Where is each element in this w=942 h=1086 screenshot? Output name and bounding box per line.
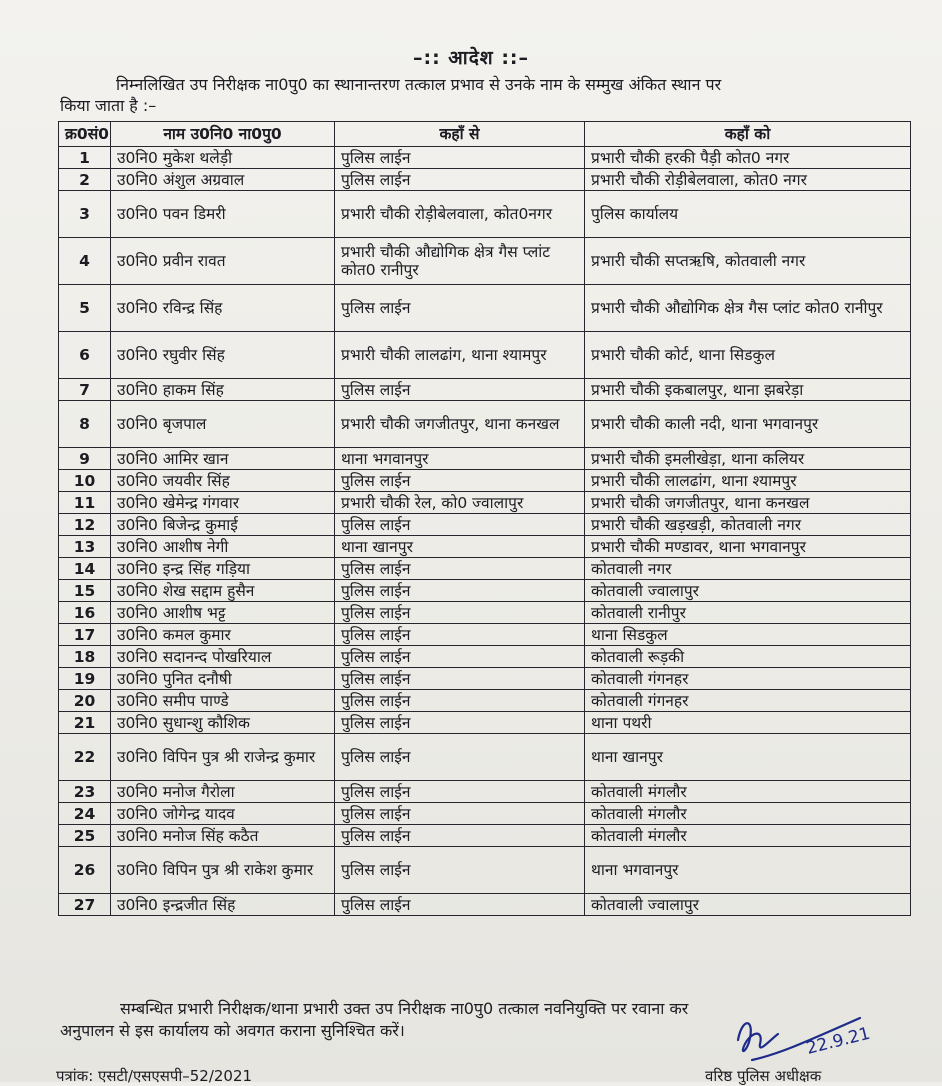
intro-line-1: निम्नलिखित उप निरीक्षक ना0पु0 का स्थानान्तरण तत्काल प्रभाव से उनके नाम के सम्मुख अंकित स्थान पर xyxy=(116,75,722,94)
cell-serial-number: 23 xyxy=(59,781,111,803)
cell-serial-number: 20 xyxy=(59,690,111,712)
cell-to: कोतवाली ज्वालापुर xyxy=(585,580,911,602)
cell-serial-number: 27 xyxy=(59,894,111,916)
cell-to: कोतवाली गंगनहर xyxy=(585,690,911,712)
cell-serial-number: 10 xyxy=(59,470,111,492)
cell-name: उ0नि0 जयवीर सिंह xyxy=(111,470,335,492)
cell-name: उ0नि0 प्रवीन रावत xyxy=(111,238,335,285)
cell-serial-number: 15 xyxy=(59,580,111,602)
cell-from: पुलिस लाईन xyxy=(335,894,585,916)
cell-to: प्रभारी चौकी काली नदी, थाना भगवानपुर xyxy=(585,401,911,448)
reference-number: पत्रांक: एसटी/एसएसपी–52/2021 xyxy=(56,1067,253,1085)
cell-name: उ0नि0 विपिन पुत्र श्री राजेन्द्र कुमार xyxy=(111,734,335,781)
cell-name: उ0नि0 रघुवीर सिंह xyxy=(111,332,335,379)
cell-from: थाना खानपुर xyxy=(335,536,585,558)
cell-to: कोतवाली रानीपुर xyxy=(585,602,911,624)
cell-name: उ0नि0 इन्द्रजीत सिंह xyxy=(111,894,335,916)
cell-to: प्रभारी चौकी लालढांग, थाना श्यामपुर xyxy=(585,470,911,492)
table-row xyxy=(59,470,911,492)
table-row xyxy=(59,803,911,825)
intro-paragraph xyxy=(60,74,900,116)
cell-name: उ0नि0 बृजपाल xyxy=(111,401,335,448)
cell-name: उ0नि0 जोगेन्द्र यादव xyxy=(111,803,335,825)
cell-to: थाना पथरी xyxy=(585,712,911,734)
cell-from: पुलिस लाईन xyxy=(335,147,585,169)
footer-line-2: अनुपालन से इस कार्यालय को अवगत कराना सुनिश्चित करें। xyxy=(60,1021,405,1040)
cell-from: थाना भगवानपुर xyxy=(335,448,585,470)
cell-name: उ0नि0 अंशुल अग्रवाल xyxy=(111,169,335,191)
table-row xyxy=(59,668,911,690)
cell-serial-number: 21 xyxy=(59,712,111,734)
table-row xyxy=(59,379,911,401)
header-serial-number: क्र0सं0 xyxy=(59,122,111,147)
cell-serial-number: 3 xyxy=(59,191,111,238)
table-row xyxy=(59,690,911,712)
cell-to: कोतवाली ज्वालापुर xyxy=(585,894,911,916)
cell-from: पुलिस लाईन xyxy=(335,580,585,602)
cell-from: पुलिस लाईन xyxy=(335,734,585,781)
cell-from: पुलिस लाईन xyxy=(335,803,585,825)
cell-to: थाना भगवानपुर xyxy=(585,847,911,894)
cell-to: प्रभारी चौकी औद्योगिक क्षेत्र गैस प्लांट कोत0 रानीपुर xyxy=(585,285,911,332)
cell-to: थाना खानपुर xyxy=(585,734,911,781)
cell-name: उ0नि0 मनोज सिंह कठैत xyxy=(111,825,335,847)
table-row xyxy=(59,448,911,470)
order-title: –:: आदेश ::– xyxy=(412,47,530,69)
cell-to: प्रभारी चौकी कोर्ट, थाना सिडकुल xyxy=(585,332,911,379)
table-row xyxy=(59,492,911,514)
cell-to: पुलिस कार्यालय xyxy=(585,191,911,238)
cell-name: उ0नि0 हाकम सिंह xyxy=(111,379,335,401)
footer-line-1: सम्बन्धित प्रभारी निरीक्षक/थाना प्रभारी उक्त उप निरीक्षक ना0पु0 तत्काल नवनियुक्ति पर रवाना कर xyxy=(120,999,689,1018)
cell-serial-number: 19 xyxy=(59,668,111,690)
cell-name: उ0नि0 कमल कुमार xyxy=(111,624,335,646)
cell-name: उ0नि0 खेमेन्द्र गंगवार xyxy=(111,492,335,514)
cell-serial-number: 12 xyxy=(59,514,111,536)
cell-name: उ0नि0 रविन्द्र सिंह xyxy=(111,285,335,332)
table-row xyxy=(59,191,911,238)
cell-serial-number: 1 xyxy=(59,147,111,169)
cell-to: कोतवाली नगर xyxy=(585,558,911,580)
cell-from: प्रभारी चौकी लालढांग, थाना श्यामपुर xyxy=(335,332,585,379)
cell-from: पुलिस लाईन xyxy=(335,712,585,734)
cell-to: प्रभारी चौकी इकबालपुर, थाना झबरेड़ा xyxy=(585,379,911,401)
cell-to: कोतवाली रूड़की xyxy=(585,646,911,668)
cell-from: पुलिस लाईन xyxy=(335,602,585,624)
cell-from: पुलिस लाईन xyxy=(335,781,585,803)
cell-serial-number: 16 xyxy=(59,602,111,624)
cell-serial-number: 8 xyxy=(59,401,111,448)
cell-from: पुलिस लाईन xyxy=(335,470,585,492)
cell-from: पुलिस लाईन xyxy=(335,558,585,580)
cell-serial-number: 6 xyxy=(59,332,111,379)
cell-serial-number: 24 xyxy=(59,803,111,825)
cell-to: प्रभारी चौकी जगजीतपुर, थाना कनखल xyxy=(585,492,911,514)
table-row xyxy=(59,514,911,536)
cell-name: उ0नि0 सदानन्द पोखरियाल xyxy=(111,646,335,668)
intro-line-2: किया जाता है :– xyxy=(60,96,157,115)
cell-to: प्रभारी चौकी रोड़ीबेलवाला, कोत0 नगर xyxy=(585,169,911,191)
header-to: कहाँ को xyxy=(585,122,911,147)
cell-serial-number: 17 xyxy=(59,624,111,646)
cell-name: उ0नि0 शेख सद्दाम हुसैन xyxy=(111,580,335,602)
cell-name: उ0नि0 इन्द्र सिंह गड़िया xyxy=(111,558,335,580)
cell-from: पुलिस लाईन xyxy=(335,514,585,536)
cell-from: पुलिस लाईन xyxy=(335,379,585,401)
cell-name: उ0नि0 पुनित दनौषी xyxy=(111,668,335,690)
cell-serial-number: 26 xyxy=(59,847,111,894)
cell-serial-number: 9 xyxy=(59,448,111,470)
table-row xyxy=(59,825,911,847)
table-header-row xyxy=(59,122,911,147)
cell-to: प्रभारी चौकी खड़खड़ी, कोतवाली नगर xyxy=(585,514,911,536)
cell-name: उ0नि0 आशीष भट्ट xyxy=(111,602,335,624)
cell-from: पुलिस लाईन xyxy=(335,825,585,847)
table-row xyxy=(59,238,911,285)
cell-name: उ0नि0 समीप पाण्डे xyxy=(111,690,335,712)
cell-from: प्रभारी चौकी जगजीतपुर, थाना कनखल xyxy=(335,401,585,448)
table-row xyxy=(59,734,911,781)
cell-name: उ0नि0 मनोज गैरोला xyxy=(111,781,335,803)
table-row xyxy=(59,712,911,734)
cell-to: प्रभारी चौकी इमलीखेड़ा, थाना कलियर xyxy=(585,448,911,470)
table-row xyxy=(59,781,911,803)
cell-to: कोतवाली मंगलौर xyxy=(585,803,911,825)
cell-serial-number: 13 xyxy=(59,536,111,558)
cell-from: पुलिस लाईन xyxy=(335,668,585,690)
cell-name: उ0नि0 आमिर खान xyxy=(111,448,335,470)
table-row xyxy=(59,169,911,191)
cell-to: कोतवाली मंगलौर xyxy=(585,781,911,803)
table-row xyxy=(59,602,911,624)
cell-serial-number: 2 xyxy=(59,169,111,191)
cell-serial-number: 11 xyxy=(59,492,111,514)
table-row xyxy=(59,580,911,602)
signature xyxy=(720,1010,890,1070)
cell-serial-number: 25 xyxy=(59,825,111,847)
cell-from: पुलिस लाईन xyxy=(335,690,585,712)
cell-serial-number: 22 xyxy=(59,734,111,781)
cell-name: उ0नि0 आशीष नेगी xyxy=(111,536,335,558)
header-name: नाम उ0नि0 ना0पु0 xyxy=(111,122,335,147)
signature-date: 22.9.21 xyxy=(804,1023,873,1059)
table-row xyxy=(59,558,911,580)
cell-serial-number: 7 xyxy=(59,379,111,401)
cell-to: कोतवाली मंगलौर xyxy=(585,825,911,847)
cell-name: उ0नि0 सुधान्शु कौशिक xyxy=(111,712,335,734)
cell-serial-number: 14 xyxy=(59,558,111,580)
cell-name: उ0नि0 पवन डिमरी xyxy=(111,191,335,238)
table-row xyxy=(59,401,911,448)
table-row xyxy=(59,147,911,169)
table-row xyxy=(59,536,911,558)
table-row xyxy=(59,646,911,668)
cell-from: पुलिस लाईन xyxy=(335,624,585,646)
cell-from: प्रभारी चौकी रेल, को0 ज्वालापुर xyxy=(335,492,585,514)
cell-to: प्रभारी चौकी सप्तऋषि, कोतवाली नगर xyxy=(585,238,911,285)
cell-from: प्रभारी चौकी औद्योगिक क्षेत्र गैस प्लांट कोत0 रानीपुर xyxy=(335,238,585,285)
cell-serial-number: 4 xyxy=(59,238,111,285)
cell-from: पुलिस लाईन xyxy=(335,285,585,332)
table-row xyxy=(59,285,911,332)
table-row xyxy=(59,847,911,894)
cell-from: पुलिस लाईन xyxy=(335,847,585,894)
cell-name: उ0नि0 मुकेश थलेड़ी xyxy=(111,147,335,169)
designation: वरिष्ठ पुलिस अधीक्षक xyxy=(705,1067,822,1085)
cell-from: प्रभारी चौकी रोड़ीबेलवाला, कोत0नगर xyxy=(335,191,585,238)
cell-to: प्रभारी चौकी मण्डावर, थाना भगवानपुर xyxy=(585,536,911,558)
cell-from: पुलिस लाईन xyxy=(335,169,585,191)
header-from: कहाँ से xyxy=(335,122,585,147)
cell-to: प्रभारी चौकी हरकी पैड़ी कोत0 नगर xyxy=(585,147,911,169)
cell-to: थाना सिडकुल xyxy=(585,624,911,646)
cell-name: उ0नि0 विपिन पुत्र श्री राकेश कुमार xyxy=(111,847,335,894)
cell-serial-number: 5 xyxy=(59,285,111,332)
cell-to: कोतवाली गंगनहर xyxy=(585,668,911,690)
transfer-table xyxy=(58,121,911,916)
cell-name: उ0नि0 बिजेन्द्र कुमाई xyxy=(111,514,335,536)
cell-serial-number: 18 xyxy=(59,646,111,668)
table-row xyxy=(59,894,911,916)
cell-from: पुलिस लाईन xyxy=(335,646,585,668)
table-row xyxy=(59,332,911,379)
table-row xyxy=(59,624,911,646)
